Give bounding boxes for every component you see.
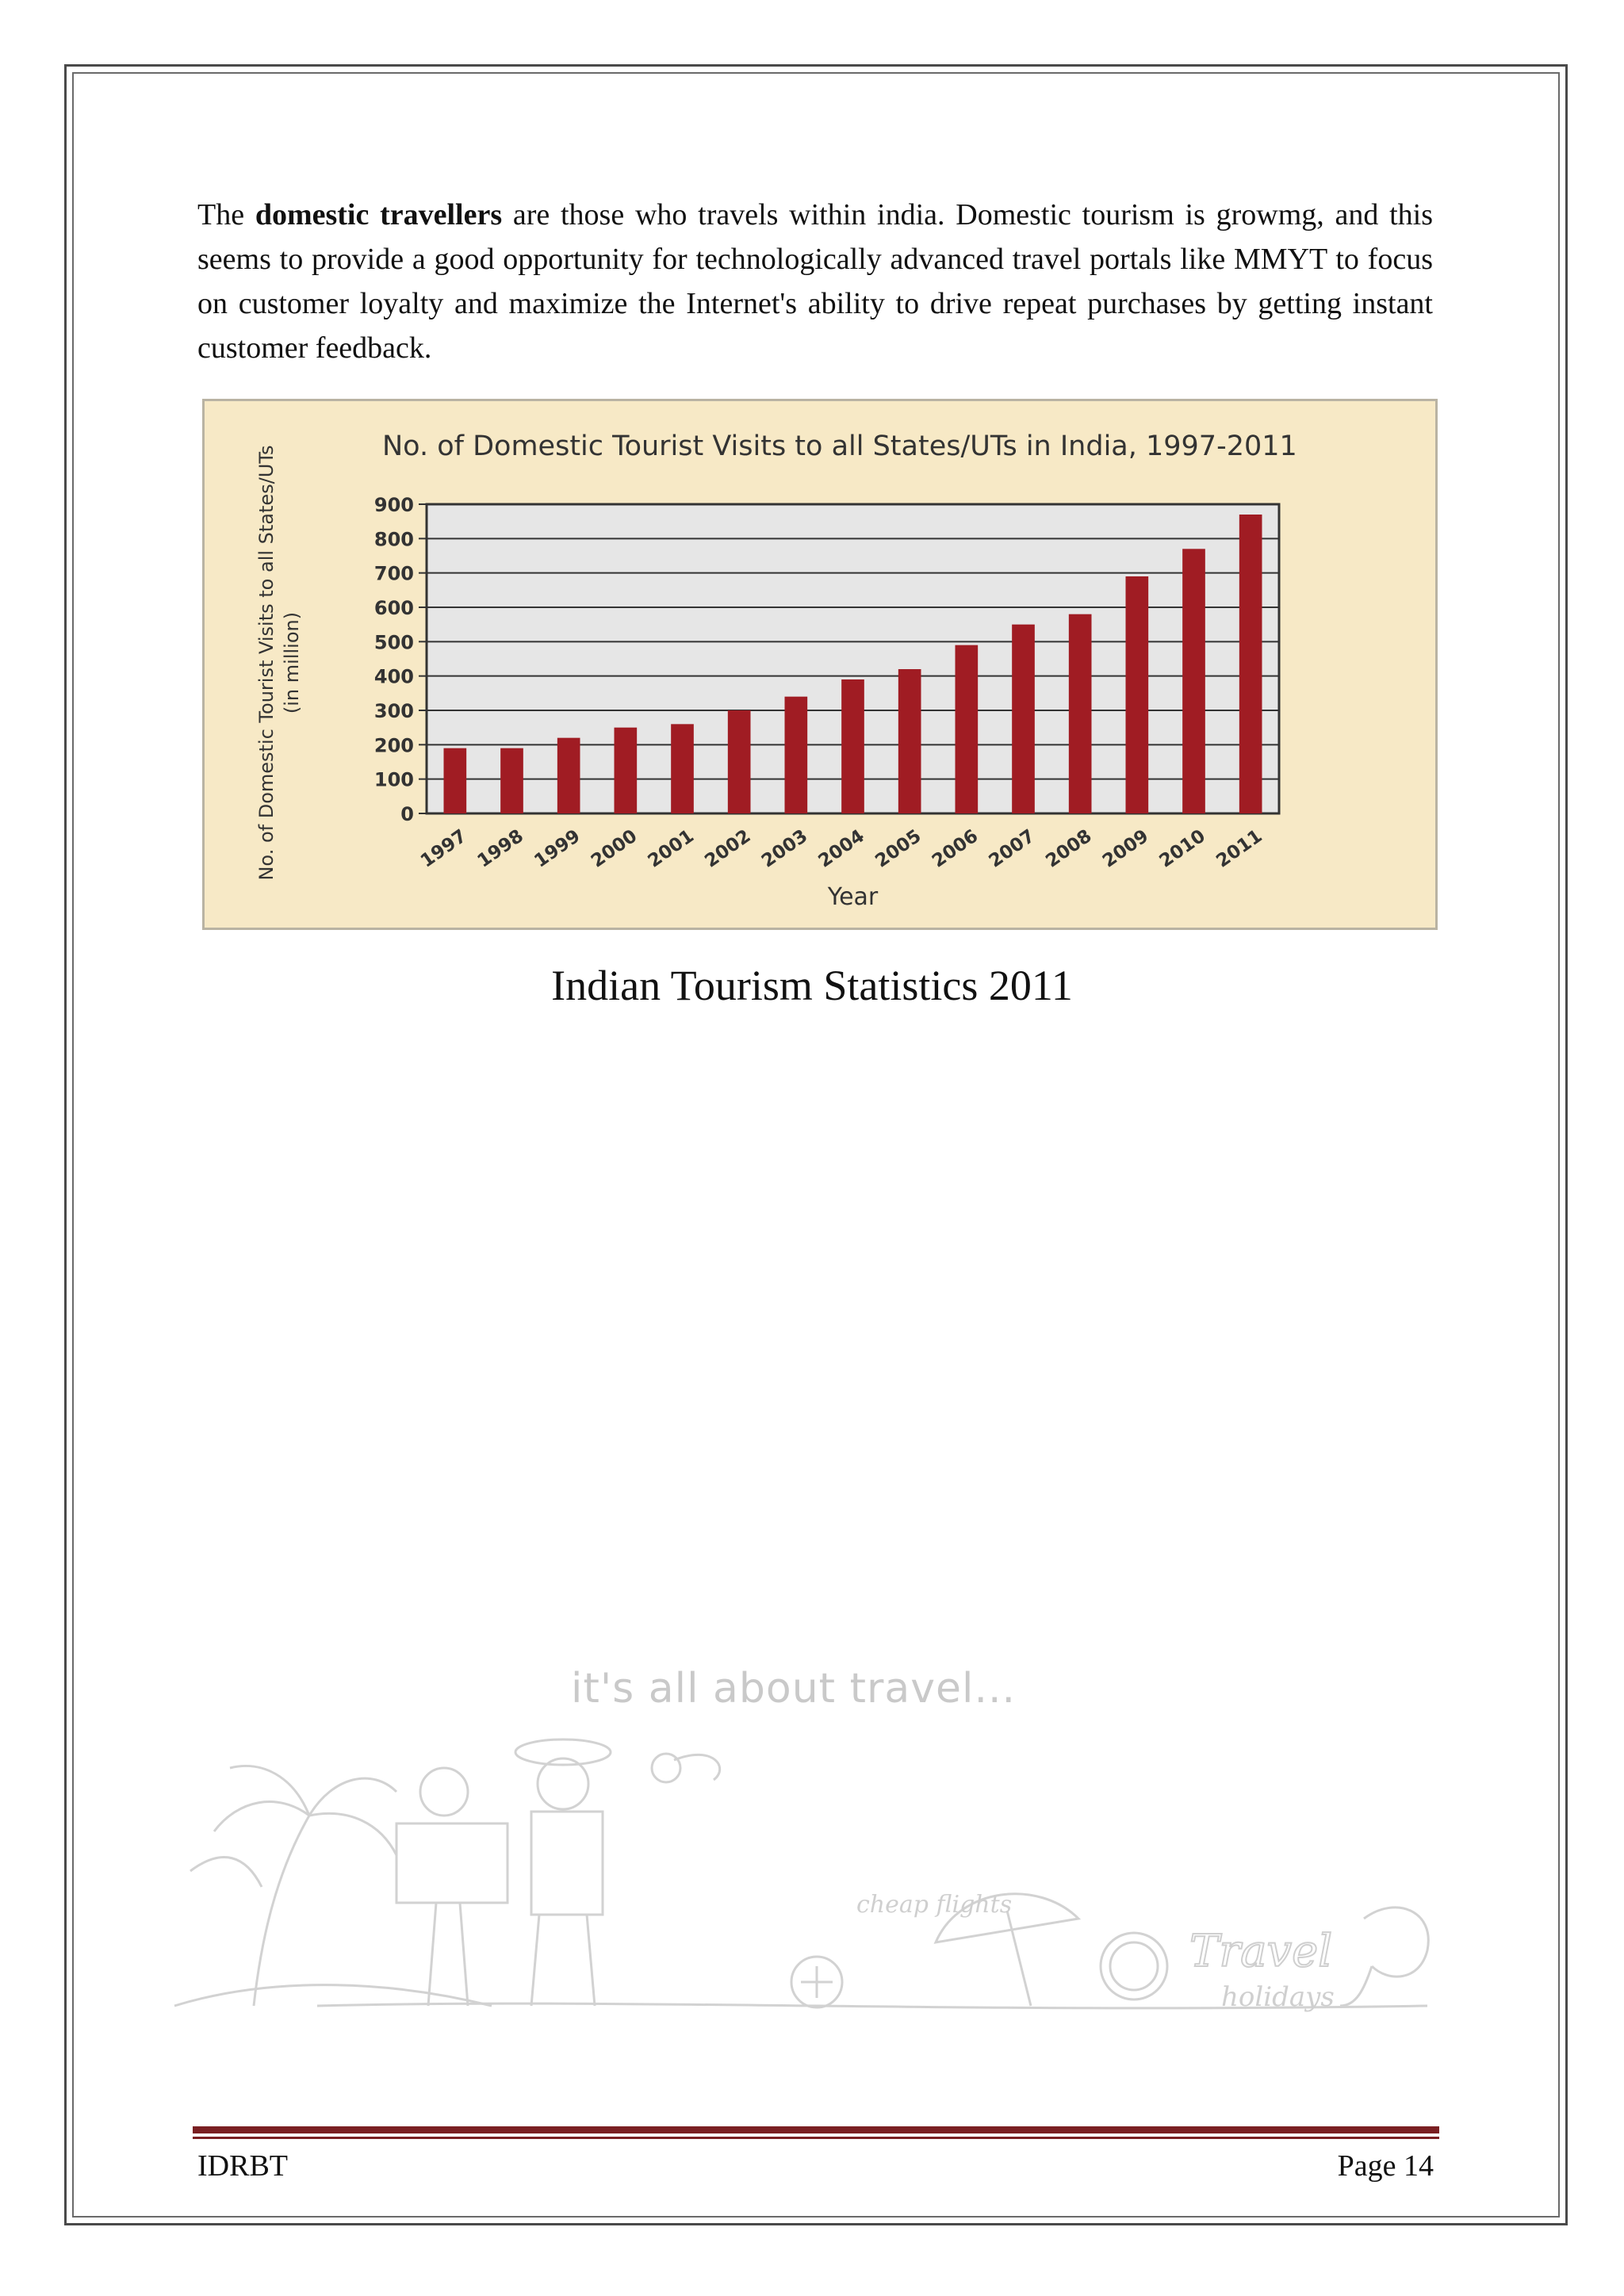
bar xyxy=(1069,614,1092,813)
y-tick-label: 100 xyxy=(373,768,414,791)
chart-svg xyxy=(205,401,1435,928)
bar xyxy=(615,728,638,813)
paragraph-rest: are those who travels within india. Domestic tourism is growmg, and this seems to provide a good opportunity for technologically advanced travel portals like MMYT to focus on customer loyalty and maximize the Internet's ability to drive repeat purchases by getting instant customer feedback. xyxy=(197,198,1434,365)
y-tick-label: 300 xyxy=(373,700,414,722)
footer-rule-thick xyxy=(193,2126,1439,2133)
bar xyxy=(444,748,467,813)
x-tick-label: 2009 xyxy=(1098,825,1153,872)
y-tick-label: 800 xyxy=(373,528,414,551)
figure-caption: Indian Tourism Statistics 2011 xyxy=(551,962,1073,1009)
x-tick-label: 2000 xyxy=(587,825,642,872)
x-tick-label: 2011 xyxy=(1212,825,1266,872)
bar xyxy=(728,710,751,813)
bar xyxy=(841,679,864,813)
bar xyxy=(785,697,808,813)
x-tick-label: 2005 xyxy=(871,825,925,872)
bar xyxy=(956,645,979,813)
x-tick-label: 1999 xyxy=(530,825,584,872)
wm-holidays: holidays xyxy=(1221,1981,1335,2013)
x-tick-label: 1997 xyxy=(416,825,471,872)
x-tick-label: 2001 xyxy=(644,825,698,872)
paragraph-bold-term: domestic travellers xyxy=(255,198,503,232)
watermark-tagline: it's all about travel... xyxy=(571,1665,1017,1712)
bar xyxy=(898,669,921,813)
page-number: Page 14 xyxy=(1337,2149,1434,2183)
y-axis-label: No. of Domestic Tourist Visits to all States/UTs xyxy=(255,445,278,881)
x-tick-label: 1998 xyxy=(473,825,527,872)
x-tick-label: 2008 xyxy=(1042,825,1096,872)
wm-travel: Travel xyxy=(1189,1926,1333,1977)
bar xyxy=(1239,515,1262,813)
bar xyxy=(1012,625,1035,813)
bar xyxy=(1182,549,1205,813)
y-tick-label: 500 xyxy=(373,631,414,654)
x-tick-label: 2003 xyxy=(757,825,812,872)
footer-org: IDRBT xyxy=(197,2149,288,2183)
x-tick-label: 2002 xyxy=(701,825,755,872)
y-tick-label: 900 xyxy=(373,494,414,516)
body-paragraph xyxy=(197,193,1433,370)
bar xyxy=(1126,576,1149,813)
bar xyxy=(500,748,523,813)
bar xyxy=(671,724,694,813)
bar xyxy=(557,738,580,813)
wm-cheap-flights: cheap flights xyxy=(856,1891,1013,1919)
y-tick-label: 0 xyxy=(400,803,414,825)
y-tick-label: 400 xyxy=(373,665,414,688)
x-tick-label: 2010 xyxy=(1155,825,1209,872)
y-tick-label: 700 xyxy=(373,562,414,585)
bar-chart xyxy=(202,399,1438,930)
paragraph-prefix: The xyxy=(197,198,255,232)
x-tick-label: 2007 xyxy=(985,825,1039,872)
chart-title: No. of Domestic Tourist Visits to all States/UTs in India, 1997-2011 xyxy=(382,430,1297,462)
x-tick-label: 2006 xyxy=(928,825,982,872)
y-axis-label-sub: (in million) xyxy=(281,611,303,714)
y-tick-label: 600 xyxy=(373,597,414,619)
y-tick-label: 200 xyxy=(373,734,414,757)
footer-rule-thin xyxy=(193,2137,1439,2139)
x-axis-label: Year xyxy=(827,883,879,911)
x-tick-label: 2004 xyxy=(814,825,868,872)
